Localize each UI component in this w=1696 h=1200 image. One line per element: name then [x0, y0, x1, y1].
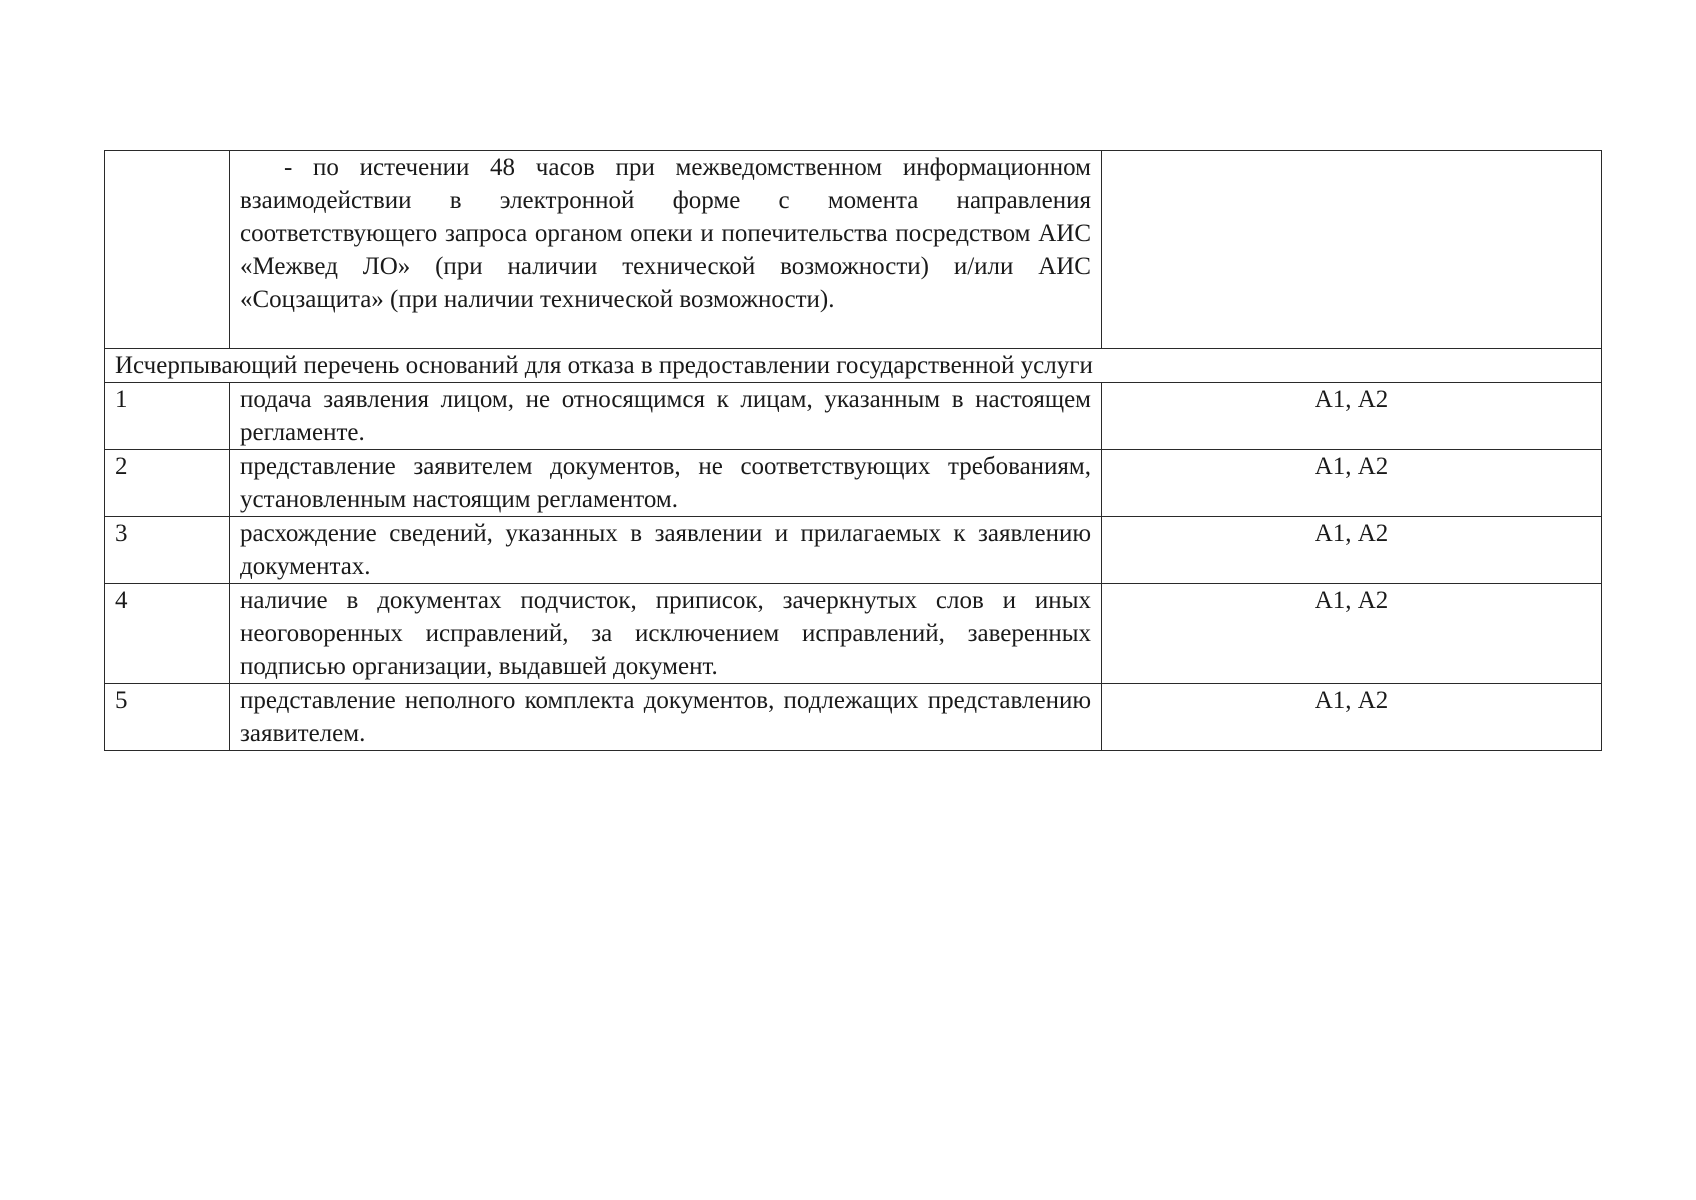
table-row-continuation — [105, 151, 1602, 349]
row-text-cell: расхождение сведений, указанных в заявлении и прилагаемых к заявлению документах. — [230, 517, 1102, 584]
row-number-cell: 2 — [105, 450, 230, 517]
row-text-cell: наличие в документах подчисток, приписок, зачеркнутых слов и иных неоговоренных исправлений, за исключением исправлений, заверенных подписью организации, выдавшей документ. — [230, 584, 1102, 684]
row-codes-cell: А1, А2 — [1102, 450, 1602, 517]
grounds-table — [104, 150, 1602, 751]
row-number-cell: 4 — [105, 584, 230, 684]
row-codes-cell: А1, А2 — [1102, 684, 1602, 751]
row-number-cell — [105, 151, 230, 349]
table-section-heading-row — [105, 349, 1602, 383]
row-text-cell: представление заявителем документов, не соответствующих требованиям, установленным настоящим регламентом. — [230, 450, 1102, 517]
row-codes-cell: А1, А2 — [1102, 517, 1602, 584]
row-codes-cell: А1, А2 — [1102, 383, 1602, 450]
row-text-cell: - по истечении 48 часов при межведомственном информационном взаимодействии в электронной форме с момента направления соответствующего запроса органом опеки и попечительства посредством АИС «Межвед ЛО» (при наличии технической возможности) и/или АИС «Соцзащита» (при наличии технической возможности). — [230, 151, 1102, 349]
table-row — [105, 383, 1602, 450]
row-text-cell: представление неполного комплекта документов, подлежащих представлению заявителем. — [230, 684, 1102, 751]
section-heading: Исчерпывающий перечень оснований для отказа в предоставлении государственной услуги — [105, 349, 1602, 383]
row-number-cell: 5 — [105, 684, 230, 751]
row-text-cell: подача заявления лицом, не относящимся к лицам, указанным в настоящем регламенте. — [230, 383, 1102, 450]
row-codes-cell: А1, А2 — [1102, 584, 1602, 684]
table-row — [105, 517, 1602, 584]
table-row — [105, 584, 1602, 684]
row-number-cell: 3 — [105, 517, 230, 584]
table-row — [105, 450, 1602, 517]
row-codes-cell — [1102, 151, 1602, 349]
row-number-cell: 1 — [105, 383, 230, 450]
table-row — [105, 684, 1602, 751]
